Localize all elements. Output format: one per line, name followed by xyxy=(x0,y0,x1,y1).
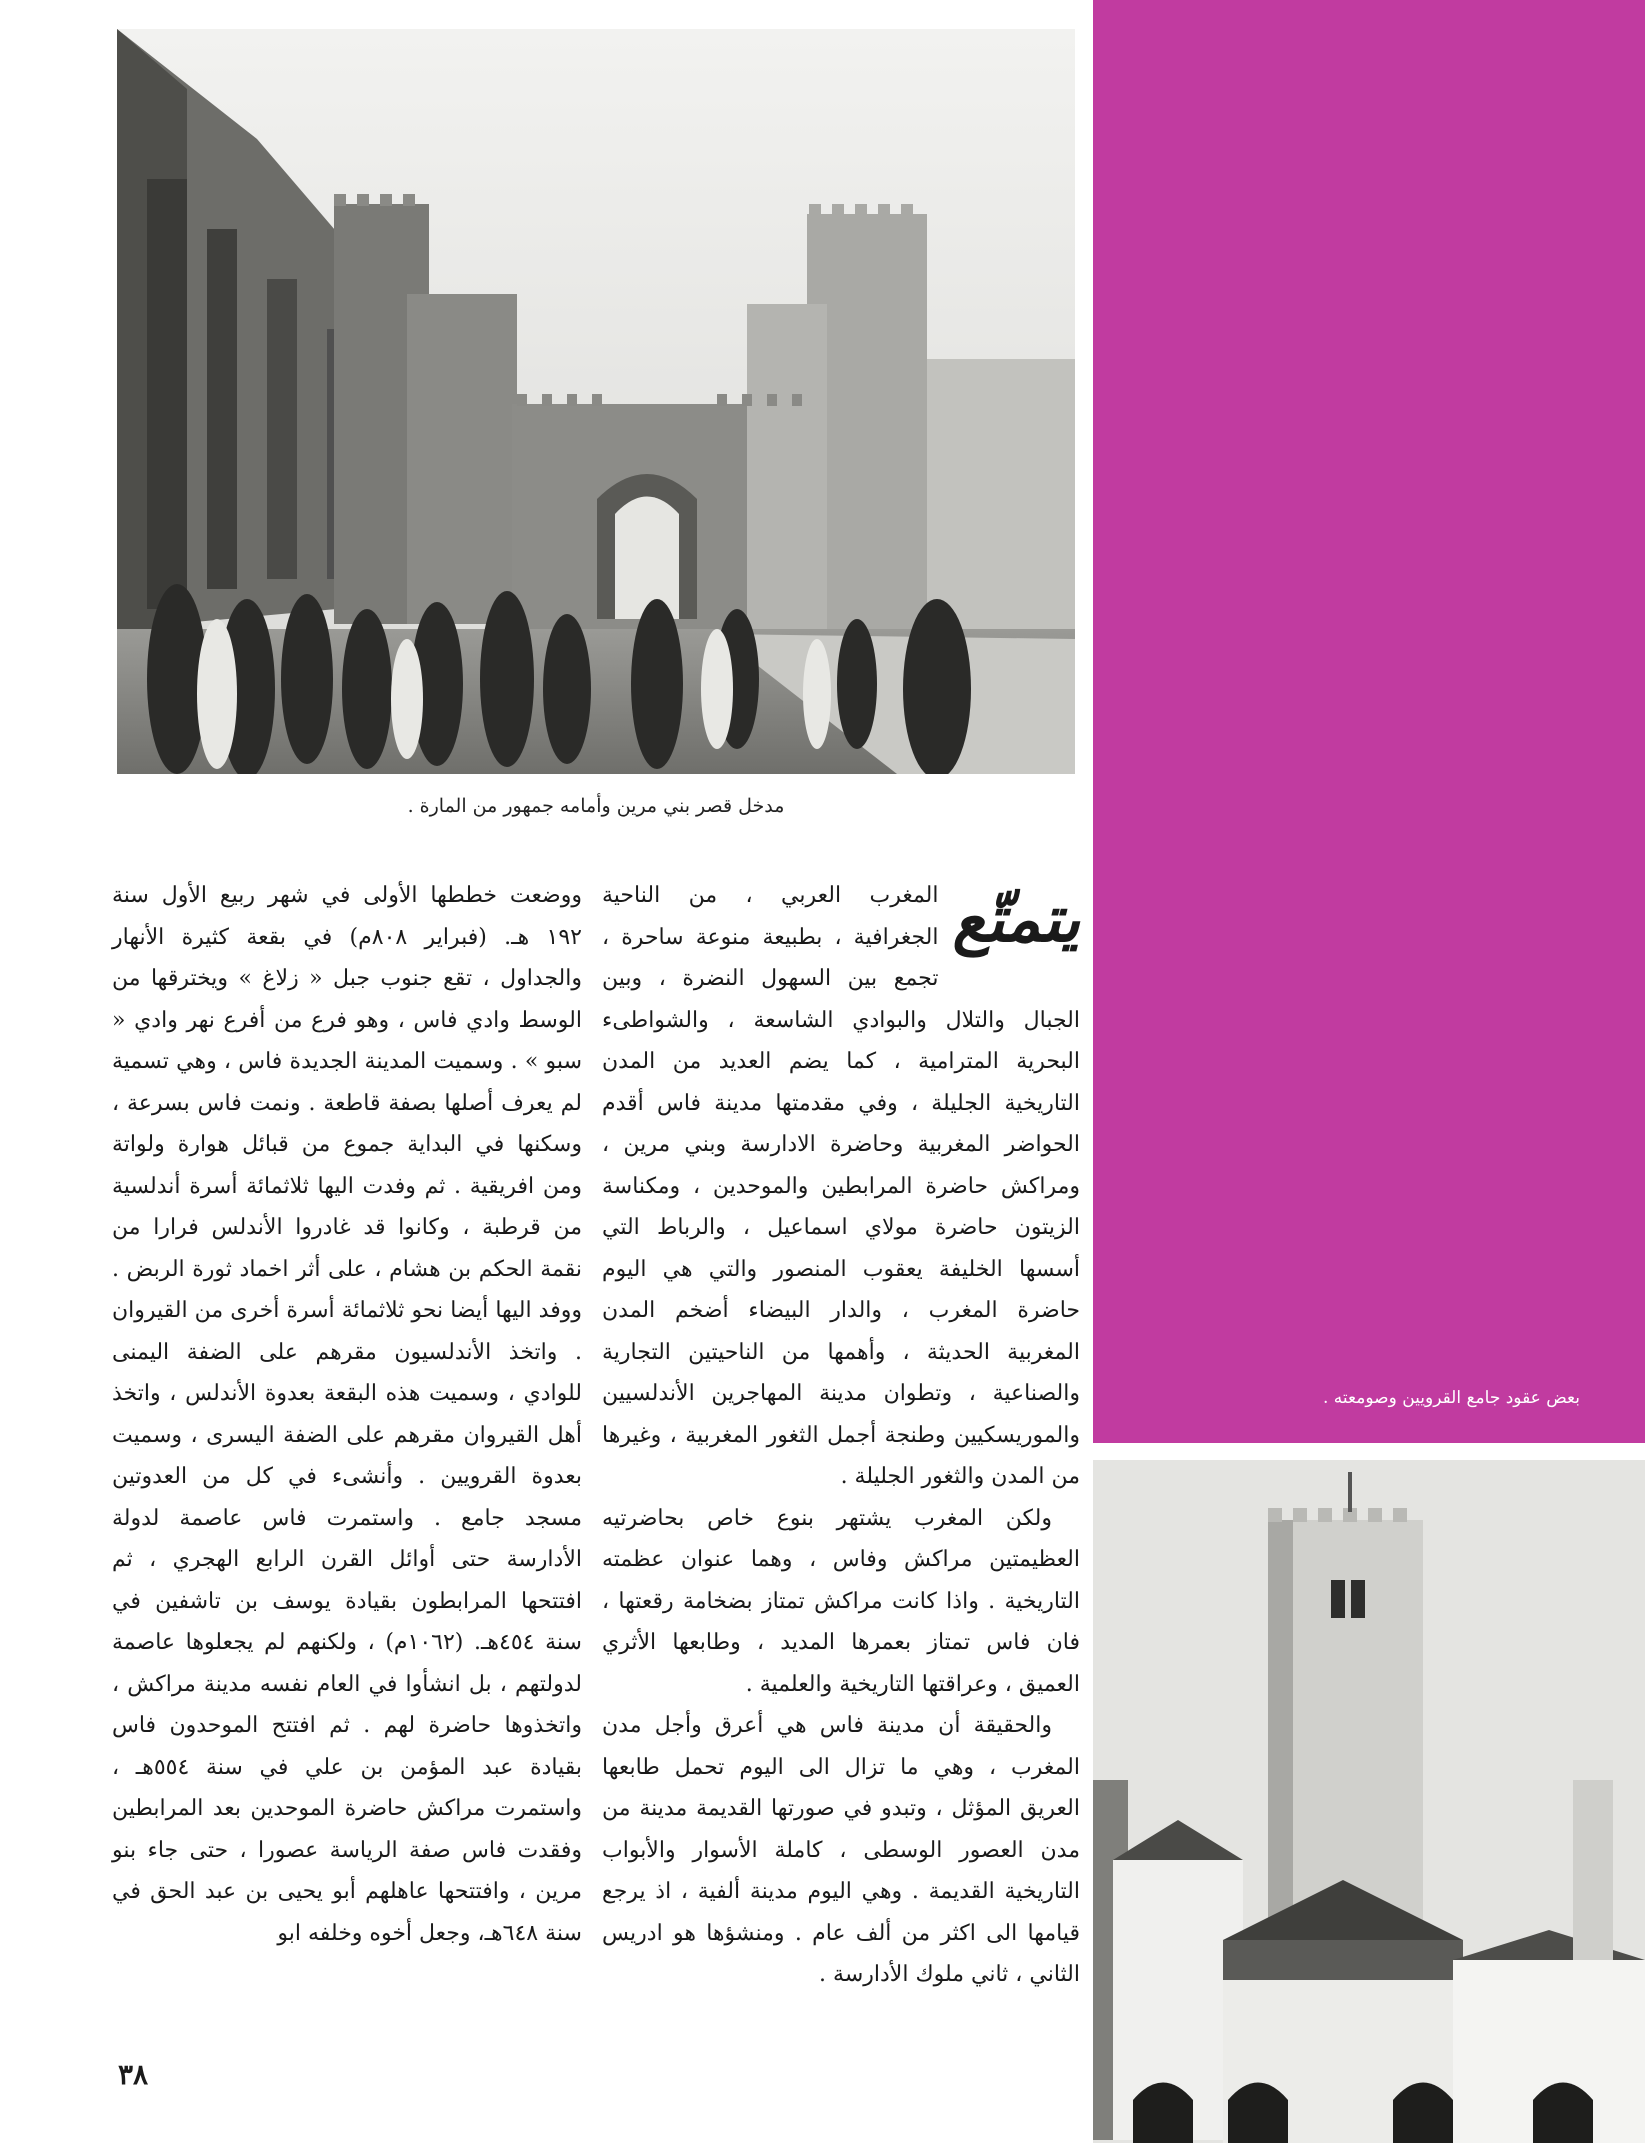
minaret-photo-graphic xyxy=(1093,1460,1645,2143)
paragraph: والحقيقة أن مدينة فاس هي أعرق وأجل مدن المغرب ، وهي ما تزال الى اليوم تحمل طابعها العريق المؤثل ، وتبدو في صورتها القديمة مدينة من مدن العصور الوسطى ، كاملة الأسوار والأبواب التاريخية القديمة . وهي اليوم مدينة ألفية ، اذ يرجع قيامها الى اكثر من ألف عام . ومنشؤها هو ادريس الثاني ، ثاني ملوك الأدارسة . xyxy=(602,1713,1080,1987)
magenta-panel xyxy=(1093,0,1645,1443)
article-column-left xyxy=(112,875,582,1954)
paragraph: ولكن المغرب يشتهر بنوع خاص بحاضرتيه العظيمتين مراكش وفاس ، وهما عنوان عظمته التاريخية . واذا كانت مراكش تمتاز بضخامة رقعتها ، فان فاس تمتاز بعمرها المديد ، وطابعها الأثري العميق ، وعراقتها التاريخية والعلمية . xyxy=(602,1505,1080,1697)
gate-photo-graphic xyxy=(117,29,1075,774)
article-column-right xyxy=(602,875,1080,1996)
paragraph: المغرب العربي ، من الناحية الجغرافية ، بطبيعة منوعة ساحرة ، تجمع بين السهول النضرة ، وبين الجبال والتلال والبوادي الشاسعة ، والشواطىء البحرية المترامية ، كما يضم العديد من المدن التاريخية الجليلة ، وفي مقدمتها مدينة فاس أقدم الحواضر المغربية وحاضرة الادارسة وبني مرين ، ومراكش حاضرة المرابطين والموحدين ، ومكناسة الزيتون حاضرة مولاي اسماعيل ، والرباط التي أسسها الخليفة يعقوب المنصور والتي هي اليوم حاضرة المغرب ، والدار البيضاء أضخم المدن المغربية الحديثة ، وأهمها من الناحيتين التجارية والصناعية ، وتطوان مدينة المهاجرين الأندلسيين والموريسكيين وطنجة أجمل الثغور المغربية ، وغيرها من المدن والثغور الجليلة . xyxy=(602,883,1080,1489)
gate-photo xyxy=(117,29,1075,774)
side-photo-caption: بعض عقود جامع القرويين وصومعته . xyxy=(1323,1388,1580,1408)
paragraph: ووضعت خططها الأولى في شهر ربيع الأول سنة ١٩٢ هـ. (فبراير ٨٠٨م) في بقعة كثيرة الأنهار والجداول ، تقع جنوب جبل « زلاغ » ويخترقها من الوسط وادي فاس ، وهو فرع من أفرع نهر وادي « سبو » . وسميت المدينة الجديدة فاس ، وهي تسمية لم يعرف أصلها بصفة قاطعة . ونمت فاس بسرعة ، وسكنها في البداية جموع من قبائل هوارة ولواتة ومن افريقية . ثم وفدت اليها ثلاثمائة أسرة أندلسية من قرطبة ، وكانوا قد غادروا الأندلس فرارا من نقمة الحكم بن هشام ، على أثر اخماد ثورة الربض . ووفد اليها أيضا نحو ثلاثمائة أسرة أخرى من القيروان . واتخذ الأندلسيون مقرهم على الضفة اليمنى للوادي ، وسميت هذه البقعة بعدوة الأندلس ، واتخذ أهل القيروان مقرهم على الضفة اليسرى ، وسميت بعدوة القرويين . وأنشىء في كل من العدوتين مسجد جامع . واستمرت فاس عاصمة لدولة الأدارسة حتى أوائل القرن الرابع الهجري ، ثم افتتحها المرابطون بقيادة يوسف بن تاشفين في سنة ٤٥٤هـ. (١٠٦٢م) ، ولكنهم لم يجعلوها عاصمة لدولتهم ، بل انشأوا في العام نفسه مدينة مراكش ، واتخذوها حاضرة لهم . ثم افتتح الموحدون فاس بقيادة عبد المؤمن بن علي في سنة ٥٥٤هـ ، واستمرت مراكش حاضرة الموحدين بعد المرابطين وفقدت فاس صفة الرياسة عصورا ، حتى جاء بنو مرين ، وافتتحها عاهلهم أبو يحيى بن عبد الحق في سنة ٦٤٨هـ، وجعل أخوه وخلفه ابو xyxy=(112,883,583,1946)
minaret-photo xyxy=(1093,1460,1645,2143)
page-number: ٣٨ xyxy=(118,2058,149,2091)
dropcap: يتمتّع xyxy=(952,882,1080,957)
photo-caption: مدخل قصر بني مرين وأمامه جمهور من المارة . xyxy=(407,795,785,817)
